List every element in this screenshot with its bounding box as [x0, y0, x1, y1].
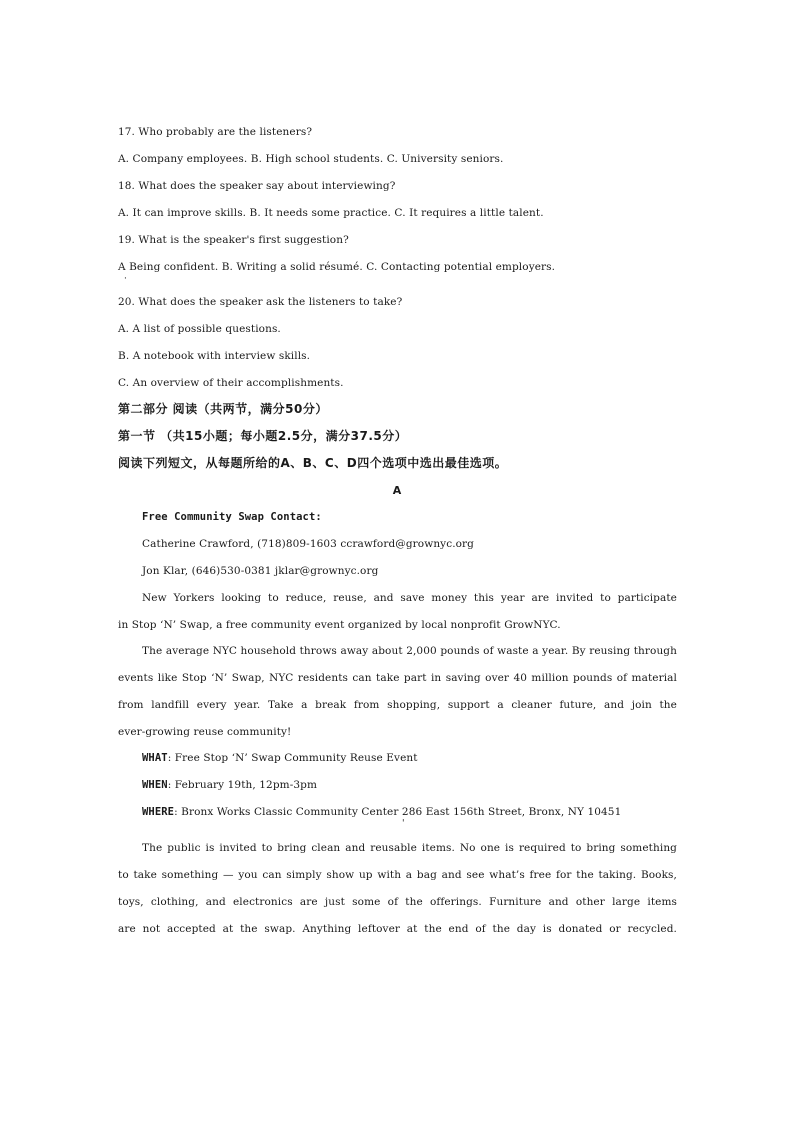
paragraph-1-line-2: in Stop ‘N’ Swap, a free community event organized by local nonprofit GrowNYC. [118, 619, 561, 631]
paragraph-2-line-4: ever-growing reuse community! [118, 726, 292, 738]
question-18: 18. What does the speaker say about interviewing? [118, 180, 396, 192]
paragraph-2-line-2: events like Stop ‘N’ Swap, NYC residents can take part in saving over 40 million pounds of material [118, 672, 677, 684]
paragraph-3-line-4: are not accepted at the swap. Anything leftover at the end of the day is donated or recycled. [118, 923, 677, 935]
paragraph-3-line-2: to take something — you can simply show up with a bag and see what’s free for the taking. Books, [118, 869, 677, 881]
question-18-options: A. It can improve skills. B. It needs some practice. C. It requires a little talent. [118, 207, 544, 219]
question-20-option-a: A. A list of possible questions. [118, 323, 281, 335]
event-where [142, 805, 621, 819]
contact-crawford: Catherine Crawford, (718)809-1603 ccrawford@grownyc.org [142, 538, 474, 550]
where-label: WHERE [142, 806, 175, 818]
paragraph-1-line-1: New Yorkers looking to reduce, reuse, and save money this year are invited to participate [142, 592, 677, 604]
stray-mark: · [124, 274, 127, 284]
when-label: WHEN [142, 779, 168, 791]
contact-klar: Jon Klar, (646)530-0381 jklar@grownyc.org [142, 565, 379, 577]
event-when [142, 778, 317, 792]
paragraph-2-line-1: The average NYC household throws away about 2,000 pounds of waste a year. By reusing through [142, 645, 677, 657]
what-value: : Free Stop ‘N’ Swap Community Reuse Event [167, 752, 418, 764]
where-value: : Bronx Works Classic Community Center 286 East 156th Street, Bronx, NY 10451 [174, 806, 622, 818]
question-20: 20. What does the speaker ask the listeners to take? [118, 296, 403, 308]
stray-mark: ' [402, 819, 405, 829]
question-20-option-c: C. An overview of their accomplishments. [118, 377, 344, 389]
when-value: : February 19th, 12pm-3pm [167, 779, 318, 791]
paragraph-3-line-3: toys, clothing, and electronics are just some of the offerings. Furniture and other large items [118, 896, 677, 908]
paragraph-3-line-1: The public is invited to bring clean and reusable items. No one is required to bring something [142, 842, 677, 854]
section-one-title: 第一节 （共15小题；每小题2.5分，满分37.5分） [118, 429, 408, 443]
question-20-option-b: B. A notebook with interview skills. [118, 350, 311, 362]
question-19: 19. What is the speaker's first suggestion? [118, 234, 349, 246]
part-two-title: 第二部分 阅读（共两节，满分50分） [118, 402, 328, 416]
question-17: 17. Who probably are the listeners? [118, 126, 313, 138]
question-19-options: A Being confident. B. Writing a solid résumé. C. Contacting potential employers. [118, 261, 556, 273]
event-what [142, 751, 418, 765]
contact-heading: Free Community Swap Contact: [142, 511, 322, 523]
reading-instructions: 阅读下列短文，从每题所给的A、B、C、D四个选项中选出最佳选项。 [118, 456, 508, 470]
question-17-options: A. Company employees. B. High school students. C. University seniors. [118, 153, 504, 165]
paragraph-2-line-3: from landfill every year. Take a break from shopping, support a cleaner future, and join the [118, 699, 677, 711]
passage-label: A [392, 484, 402, 497]
what-label: WHAT [142, 752, 168, 764]
